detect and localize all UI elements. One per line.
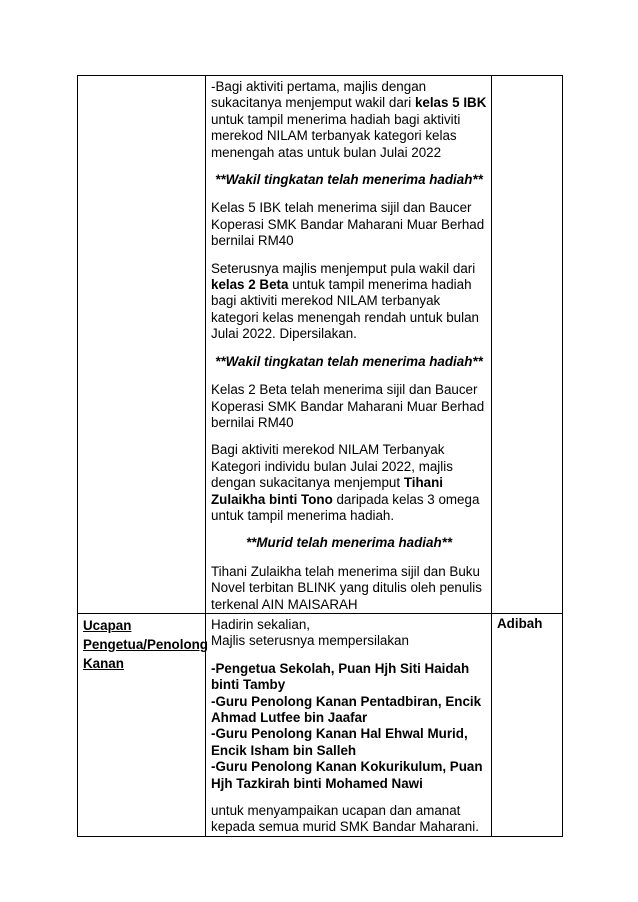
script-paragraph: Tihani Zulaikha telah menerima sijil dan Buku Novel terbitan BLINK yang ditulis oleh penulis terkenal AIN MAISARAH: [211, 563, 482, 612]
speaker-item: -Guru Penolong Kanan Hal Ehwal Murid, Encik Isham bin Salleh: [211, 726, 468, 758]
speaker-item: -Pengetua Sekolah, Puan Hjh Siti Haidah binti Tamby: [211, 660, 470, 693]
speaker-item: -Guru Penolong Kanan Kokurikulum, Puan Hjh Tazkirah binti Mohamed Nawi: [211, 759, 483, 791]
stage-note: **Wakil tingkatan telah menerima hadiah**: [215, 353, 483, 369]
bold-run: kelas 2 Beta: [211, 277, 289, 293]
stage-note: **Wakil tingkatan telah menerima hadiah**: [215, 172, 483, 188]
section-label: Ucapan Pengetua/Penolong Kanan: [83, 617, 208, 671]
speaker-list: [211, 661, 487, 792]
text-run: -Bagi aktiviti pertama, majlis dengan sukacitanya menjemput wakil dari: [211, 79, 427, 111]
person-cell: [492, 76, 563, 614]
bold-run: kelas 5 IBK: [414, 95, 487, 111]
script-cell: [206, 613, 492, 836]
script-paragraph: [211, 261, 487, 343]
section-label: [78, 76, 205, 78]
text-run: Seterusnya majlis menjemput pula wakil dari: [211, 260, 476, 276]
script-paragraph: [211, 79, 487, 161]
bold-run: Tihani Zulaikha binti Tono: [211, 475, 443, 507]
script-cell: [206, 76, 492, 614]
table-row: [78, 76, 563, 614]
text-run: Hadirin sekalian,: [211, 616, 310, 632]
section-cell: [78, 76, 206, 614]
speaker-item: -Guru Penolong Kanan Pentadbiran, Encik Ahmad Lutfee bin Jaafar: [211, 693, 482, 725]
section-cell: [78, 613, 206, 836]
script-paragraph: [211, 617, 487, 650]
script-paragraph: Kelas 2 Beta telah menerima sijil dan Baucer Koperasi SMK Bandar Maharani Muar Berhad bernilai RM40: [211, 382, 485, 430]
program-script-table: [77, 75, 563, 837]
text-run: daripada kelas 3 omega untuk tampil menerima hadiah.: [211, 491, 480, 523]
table-row: [78, 613, 563, 836]
text-run: Majlis seterusnya mempersilakan: [211, 633, 409, 649]
script-paragraph: untuk menyampaikan ucapan dan amanat kepada semua murid SMK Bandar Maharani.: [211, 803, 479, 835]
person-cell: [492, 613, 563, 836]
script-paragraph: [211, 442, 487, 524]
text-run: Bagi aktiviti merekod NILAM Terbanyak Kategori individu bulan Julai 2022, majlis dengan sukacitanya menjemput: [211, 442, 453, 491]
person-in-charge: Adibah: [497, 615, 543, 631]
person-in-charge: [492, 76, 562, 78]
script-paragraph: Kelas 5 IBK telah menerima sijil dan Baucer Koperasi SMK Bandar Maharani Muar Berhad bernilai RM40: [211, 200, 485, 249]
stage-note: **Murid telah menerima hadiah**: [245, 535, 453, 551]
text-run: untuk tampil menerima hadiah bagi aktiviti merekod NILAM terbanyak kategori kelas menengah rendah untuk bulan Julai 2022. Dipersilakan.: [211, 277, 480, 342]
text-run: untuk tampil menerima hadiah bagi aktiviti merekod NILAM terbanyak kategori kelas menengah atas untuk bulan Julai 2022: [211, 111, 461, 160]
